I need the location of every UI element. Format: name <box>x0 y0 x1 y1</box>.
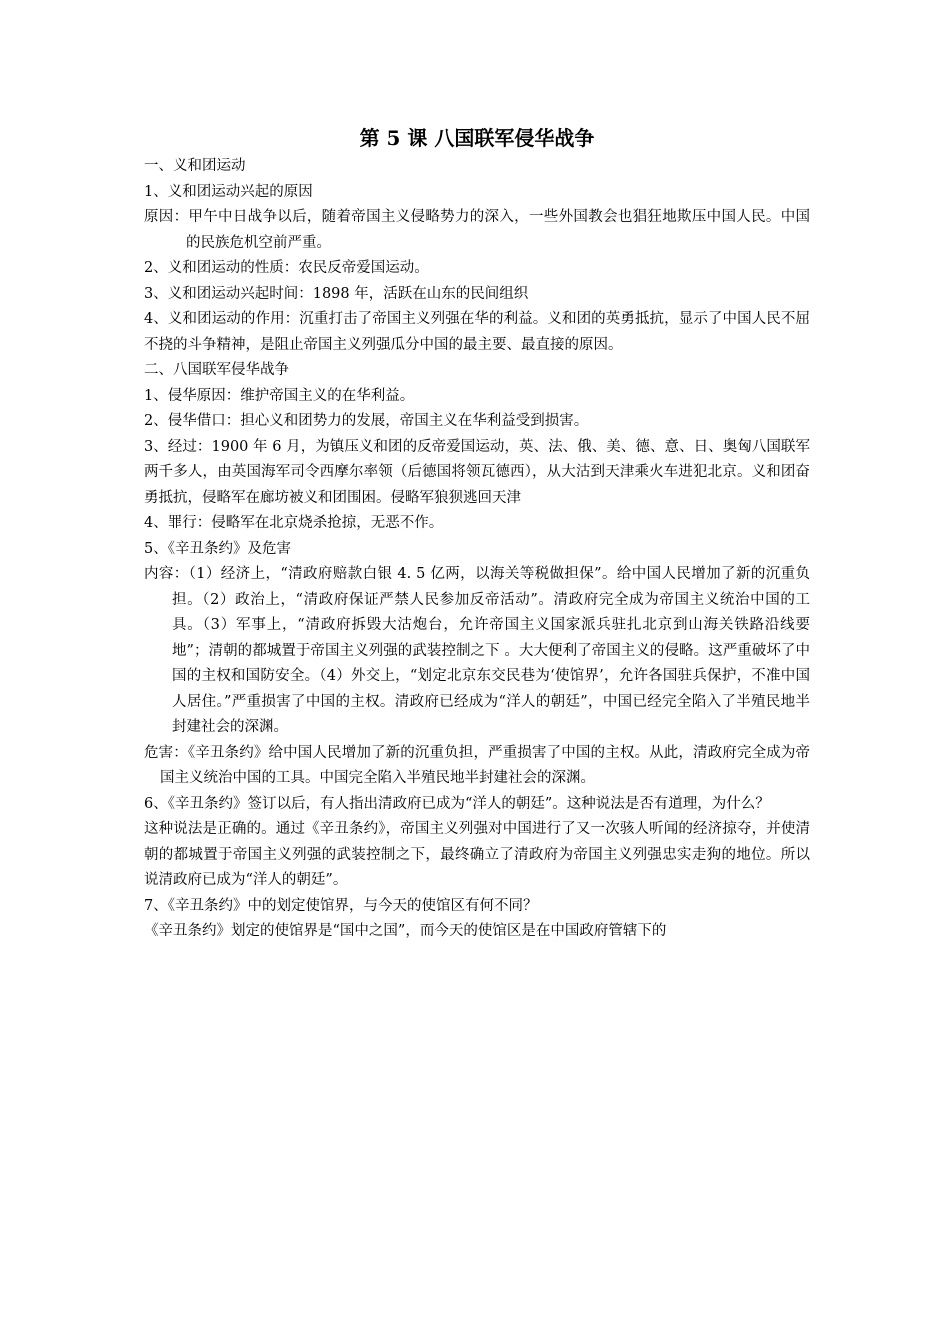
paragraph: 二、八国联军侵华战争 <box>144 362 289 378</box>
paragraph: 《辛丑条约》划定的使馆界是“国中之国”，而今天的使馆区是在中国政府管辖下的 <box>144 923 667 939</box>
paragraph: 一、义和团运动 <box>144 158 246 174</box>
paragraph: 内容：（1）经济上，“清政府赔款白银 4. 5 亿两，以海关等税做担保”。给中国人民增加了新的沉重负担。（2）政治上，“清政府保证严禁人民参加反帝活动”。清政府完全成为帝国主义统治中国的工具。（3）军事上，“清政府拆毁大沽炮台，允许帝国主义国家派兵驻扎北京到山海关铁路沿线要地”；清朝的都城置于帝国主义列强的武装控制之下 。大大便利了帝国主义的侵略。这严重破坏了中国的主权和国防安全。（4）外交上，“划定北京东交民巷为‘使馆界’，允许各国驻兵保护，不准中国人居住。”严重损害了中国的主权。清政府已经成为“洋人的朝廷”，中国已经完全陷入了半殖民地半封建社会的深渊。 <box>144 566 810 735</box>
paragraph: 1、义和团运动兴起的原因 <box>144 183 313 200</box>
paragraph: 4、罪行：侵略军在北京烧杀抢掠，无恶不作。 <box>144 515 444 531</box>
paragraph: 6、《辛丑条约》签订以后，有人指出清政府已成为“洋人的朝廷”。这种说法是否有道理，为什么？ <box>144 795 770 812</box>
paragraph: 7、《辛丑条约》中的划定使馆界，与今天的使馆区有何不同？ <box>144 897 538 914</box>
paragraph: 3、经过：1900 年 6 月，为镇压义和团的反帝爱国运动，英、法、俄、美、德、意、日、奥匈八国联军两千多人，由英国海军司令西摩尔率领（后德国将领瓦德西），从大沽到天津乘火车进犯北京。义和团奋勇抵抗，侵略军在廊坊被义和团围困。侵略军狼狈逃回天津 <box>144 438 810 506</box>
paragraph: 1、侵华原因：维护帝国主义的在华利益。 <box>144 387 415 404</box>
paragraph: 4、义和团运动的作用：沉重打击了帝国主义列强在华的利益。义和团的英勇抵抗，显示了中国人民不屈不挠的斗争精神，是阻止帝国主义列强瓜分中国的最主要、最直接的原因。 <box>144 311 810 353</box>
paragraph: 2、侵华借口：担心义和团势力的发展，帝国主义在华利益受到损害。 <box>144 413 589 429</box>
document-page <box>144 124 810 945</box>
paragraph: 危害：《辛丑条约》给中国人民增加了新的沉重负担，严重损害了中国的主权。从此，清政府完全成为帝国主义统治中国的工具。中国完全陷入半殖民地半封建社会的深渊。 <box>144 744 810 786</box>
page-title: 第 5 课 八国联军侵华战争 <box>359 126 595 150</box>
paragraph: 3、义和团运动兴起时间：1898 年，活跃在山东的民间组织 <box>144 285 529 302</box>
paragraph: 2、义和团运动的性质：农民反帝爱国运动。 <box>144 260 429 276</box>
paragraph: 原因：甲午中日战争以后，随着帝国主义侵略势力的深入，一些外国教会也猖狂地欺压中国人民。中国的民族危机空前严重。 <box>144 209 810 251</box>
paragraph: 5、《辛丑条约》及危害 <box>144 540 291 557</box>
paragraph: 这种说法是正确的。通过《辛丑条约》，帝国主义列强对中国进行了又一次骇人听闻的经济掠夺，并使清朝的都城置于帝国主义列强的武装控制之下，最终确立了清政府为帝国主义列强忠实走狗的地位。所以说清政府已成为“洋人的朝廷”。 <box>144 821 810 888</box>
